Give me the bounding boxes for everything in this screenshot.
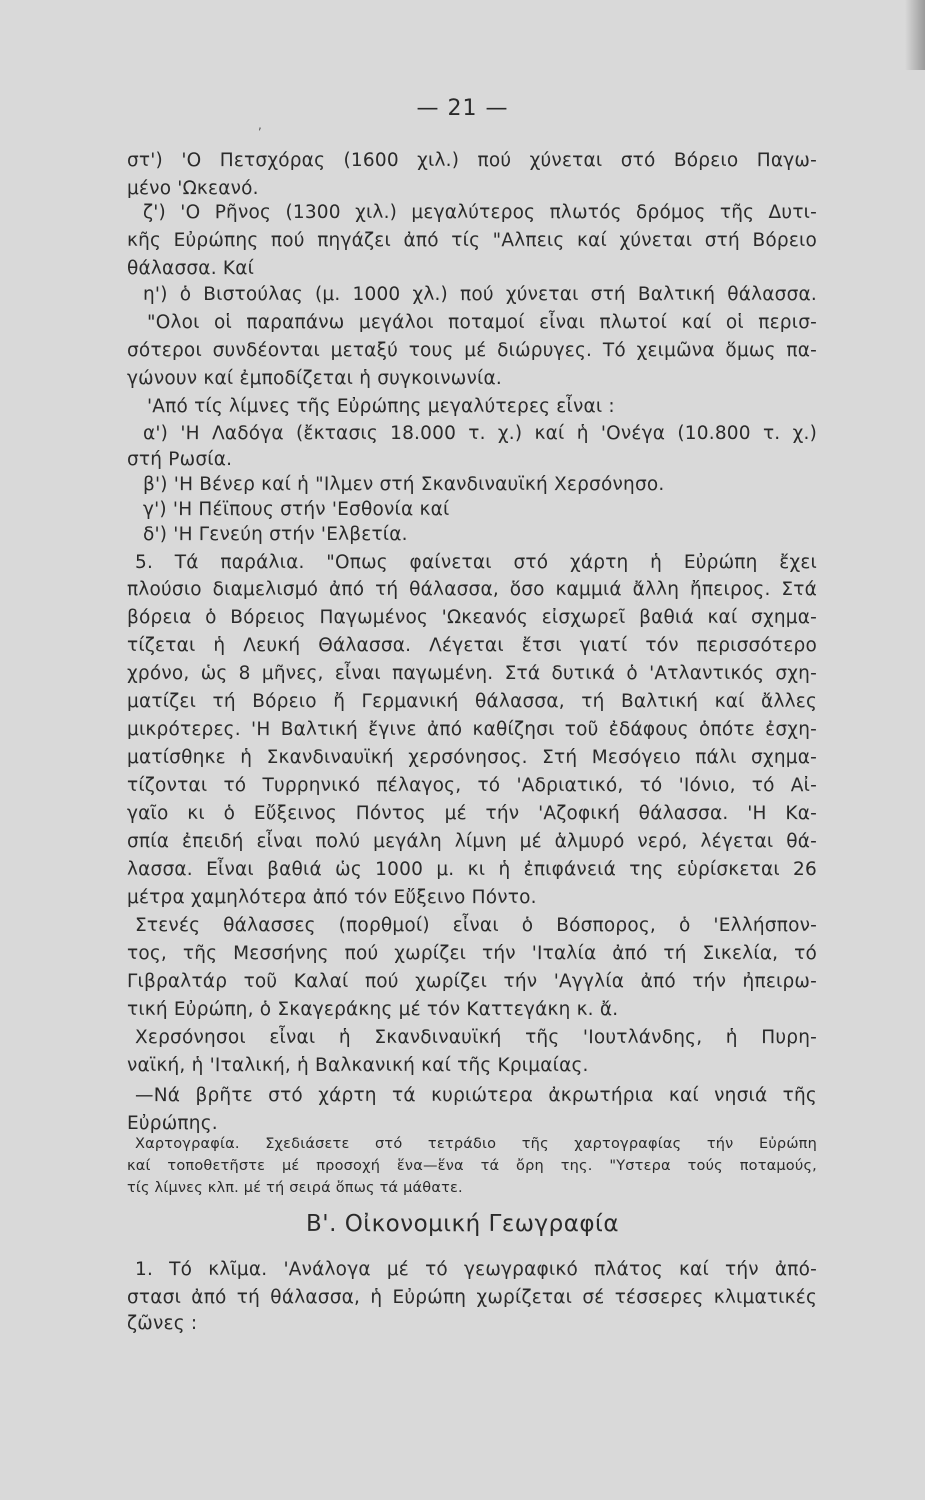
text-line: τος, τῆς Μεσσήνης πού χωρίζει τήν 'Ιταλία ἀπό τή Σικελία, τό bbox=[127, 943, 817, 964]
speck-mark: , bbox=[258, 118, 262, 132]
text-line: τίζονται τό Τυρρηνικό πέλαγος, τό 'Αδριατικό, τό 'Ιόνιο, τό Αἰ- bbox=[127, 775, 817, 796]
text-line: ματίσθηκε ἡ Σκανδιναυϊκή χερσόνησος. Στή Μεσόγειο πάλι σχημα- bbox=[127, 747, 817, 768]
text-line: βόρεια ὁ Βόρειος Παγωμένος 'Ωκεανός εἰσχωρεῖ βαθιά καί σχημα- bbox=[127, 607, 817, 628]
text-line: β') 'Η Βένερ καί ἡ "Ιλμεν στή Σκανδιναυϊκή Χερσόνησο. bbox=[143, 474, 665, 495]
text-line: 1. Τό κλῖμα. 'Ανάλογα μέ τό γεωγραφικό πλάτος καί τήν ἀπό- bbox=[135, 1259, 817, 1280]
text-line: μικρότερες. 'Η Βαλτική ἔγινε ἀπό καθίζησι τοῦ ἐδάφους ὁπότε ἐσχη- bbox=[127, 719, 817, 740]
text-line: 'Από τίς λίμνες τῆς Εὐρώπης μεγαλύτερες εἶναι : bbox=[147, 396, 615, 417]
text-line: ζῶνες : bbox=[127, 1313, 198, 1334]
text-line: γώνουν καί ἐμποδίζεται ἡ συγκοινωνία. bbox=[127, 368, 502, 389]
page-edge-shadow bbox=[905, 0, 925, 70]
text-line: 5. Τά παράλια. "Οπως φαίνεται στό χάρτη ἡ Εὐρώπη ἔχει bbox=[135, 552, 817, 573]
text-line: στή Ρωσία. bbox=[127, 449, 233, 470]
text-line: δ') 'Η Γενεύη στήν 'Ελβετία. bbox=[143, 524, 408, 545]
text-line: α') 'Η Λαδόγα (ἔκτασις 18.000 τ. χ.) καί ἡ 'Ονέγα (10.800 τ. χ.) bbox=[143, 423, 817, 444]
note-line: καί τοποθετῆστε μέ προσοχή ἕνα—ἕνα τά ὄρη της. "Υστερα τούς ποταμούς, bbox=[127, 1158, 817, 1174]
text-line: Χερσόνησοι εἶναι ἡ Σκανδιναυϊκή τῆς 'Ιουτλάνδης, ἡ Πυρη- bbox=[135, 1027, 817, 1048]
text-line: στ') 'Ο Πετσχόρας (1600 χιλ.) πού χύνεται στό Βόρειο Παγω- bbox=[127, 150, 817, 171]
text-line: λασσα. Εἶναι βαθιά ὡς 1000 μ. κι ἡ ἐπιφάνειά της εὑρίσκεται 26 bbox=[127, 859, 817, 880]
page-number: — 21 — bbox=[416, 96, 509, 121]
text-line: τική Εὐρώπη, ὁ Σκαγεράκης μέ τόν Καττεγάκη κ. ἄ. bbox=[127, 999, 619, 1020]
text-line: Γιβραλτάρ τοῦ Καλαί πού χωρίζει τήν 'Αγγλία ἀπό τήν ἠπειρω- bbox=[127, 971, 817, 992]
text-line: Εὐρώπης. bbox=[127, 1113, 218, 1134]
text-line: ναϊκή, ἡ 'Ιταλική, ἡ Βαλκανική καί τῆς Κριμαίας. bbox=[127, 1055, 589, 1076]
text-line: μέτρα χαμηλότερα ἀπό τόν Εὔξεινο Πόντο. bbox=[127, 887, 537, 908]
text-line: ζ') 'Ο Ρῆνος (1300 χιλ.) μεγαλύτερος πλωτός δρόμος τῆς Δυτι- bbox=[143, 202, 817, 223]
note-line: τίς λίμνες κλπ. μέ τή σειρά ὅπως τά μάθατε. bbox=[127, 1180, 463, 1196]
text-line: μένο 'Ωκεανό. bbox=[127, 178, 259, 199]
text-line: σότεροι συνδέονται μεταξύ τους μέ διώρυγες. Τό χειμῶνα ὅμως πα- bbox=[127, 340, 817, 361]
text-line: θάλασσα. Καί bbox=[127, 258, 255, 279]
text-line: κῆς Εὐρώπης πού πηγάζει ἀπό τίς "Αλπεις καί χύνεται στή Βόρειο bbox=[127, 230, 817, 251]
note-line: Χαρτογραφία. Σχεδιάσετε στό τετράδιο τῆς χαρτογραφίας τήν Εὐρώπη bbox=[135, 1136, 817, 1152]
text-line: γ') 'Η Πέϊπους στήν 'Εσθονία καί bbox=[143, 499, 450, 520]
text-line: πλούσιο διαμελισμό ἀπό τή θάλασσα, ὅσο καμμιά ἄλλη ἤπειρος. Στά bbox=[127, 579, 817, 600]
text-line: η') ὁ Βιστούλας (μ. 1000 χλ.) πού χύνεται στή Βαλτική θάλασσα. bbox=[143, 284, 817, 305]
section-heading: Β'. Οἰκονομική Γεωγραφία bbox=[305, 1211, 619, 1237]
text-line: "Ολοι οἱ παραπάνω μεγάλοι ποταμοί εἶναι πλωτοί καί οἱ περισ- bbox=[147, 312, 817, 333]
text-line: ματίζει τή Βόρειο ἤ Γερμανική θάλασσα, τή Βαλτική καί ἄλλες bbox=[127, 691, 817, 712]
text-line: Στενές θάλασσες (πορθμοί) εἶναι ὁ Βόσπορος, ὁ 'Ελλήσπον- bbox=[135, 915, 817, 936]
text-line: στασι ἀπό τή θάλασσα, ἡ Εὐρώπη χωρίζεται σέ τέσσερες κλιματικές bbox=[127, 1287, 817, 1308]
text-line: —Νά βρῆτε στό χάρτη τά κυριώτερα ἀκρωτήρια καί νησιά τῆς bbox=[135, 1085, 817, 1106]
text-line: τίζεται ἡ Λευκή Θάλασσα. Λέγεται ἔτσι γιατί τόν περισσότερο bbox=[127, 635, 817, 656]
text-line: σπία ἐπειδή εἶναι πολύ μεγάλη λίμνη μέ ἁλμυρό νερό, λέγεται θά- bbox=[127, 831, 817, 852]
text-line: χρόνο, ὡς 8 μῆνες, εἶναι παγωμένη. Στά δυτικά ὁ 'Ατλαντικός σχη- bbox=[127, 663, 817, 684]
text-line: γαῖο κι ὁ Εὔξεινος Πόντος μέ τήν 'Αζοφική θάλασσα. 'Η Κα- bbox=[127, 803, 817, 824]
